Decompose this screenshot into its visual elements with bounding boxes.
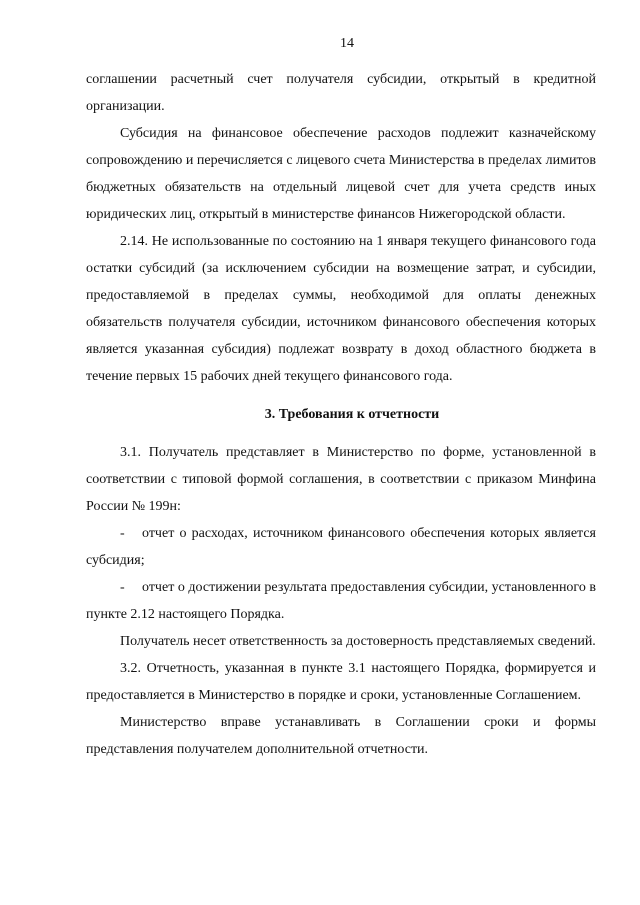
list-item-result-report [86, 574, 596, 628]
paragraph-continuation: соглашении расчетный счет получателя субсидии, открытый в кредитной организации. [86, 72, 596, 114]
list-item-text: отчет о достижении результата предоставления субсидии, установленного в пункте 2.12 настоящего Порядка. [86, 580, 596, 622]
paragraph-subsidy-treasury: Субсидия на финансовое обеспечение расходов подлежит казначейскому сопровождению и перечисляется с лицевого счета Министерства в пределах лимитов бюджетных обязательств на отдельный лицевой счет для учета средств иных юридических лиц, открытый в министерстве финансов Нижегородской области. [86, 126, 596, 222]
paragraph-3-1: 3.1. Получатель представляет в Министерство по форме, установленной в соответствии с типовой формой соглашения, в соответствии с приказом Минфина России № 199н: [86, 445, 596, 514]
list-item-text: отчет о расходах, источником финансового обеспечения которых является субсидия; [86, 526, 596, 568]
paragraph-3-2: 3.2. Отчетность, указанная в пункте 3.1 настоящего Порядка, формируется и предоставляется в Министерство в порядке и сроки, установленные Соглашением. [86, 661, 596, 703]
paragraph-2-14: 2.14. Не использованные по состоянию на 1 января текущего финансового года остатки субсидий (за исключением субсидии на возмещение затрат, и субсидии, предоставляемой в пределах суммы, необходимой для оплаты денежных обязательств получателя субсидии, источником финансового обеспечения которых является указанная субсидия) подлежат возврату в доход областного бюджета в течение первых 15 рабочих дней текущего финансового года. [86, 234, 596, 384]
list-dash: - [120, 526, 125, 541]
list-dash: - [120, 580, 125, 595]
paragraph-responsibility: Получатель несет ответственность за достоверность представляемых сведений. [120, 634, 596, 649]
page-number: 14 [340, 36, 354, 51]
list-item-expenses-report [86, 520, 596, 574]
paragraph-additional-reporting: Министерство вправе устанавливать в Соглашении сроки и формы представления получателем дополнительной отчетности. [86, 715, 596, 757]
section-heading: 3. Требования к отчетности [264, 407, 440, 422]
